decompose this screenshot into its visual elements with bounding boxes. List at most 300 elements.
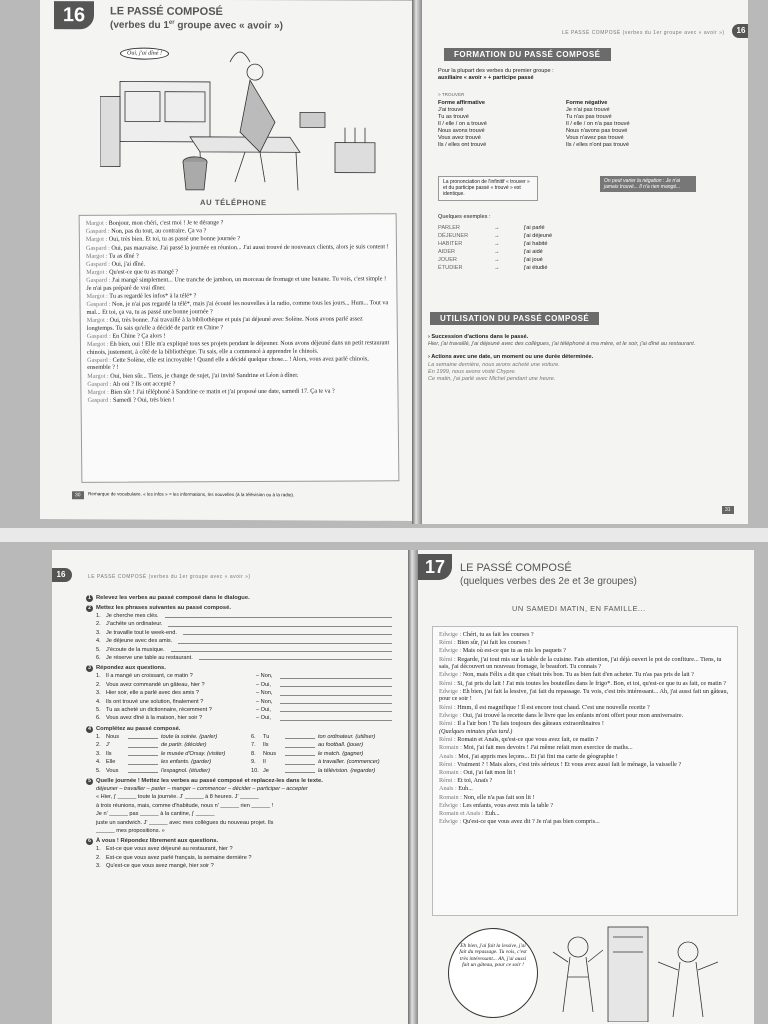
speaker-name: Margot : <box>86 316 110 324</box>
speaker-name: Romain : <box>439 769 464 776</box>
exercise-item <box>96 733 396 741</box>
item-subject: Il <box>263 759 266 766</box>
item-number: 6. <box>251 733 256 740</box>
negative-list <box>566 107 630 149</box>
speaker-name: Rémi : <box>439 655 458 663</box>
dialog-line <box>439 712 731 720</box>
page-gap <box>0 528 768 542</box>
item-text: J'achète un ordinateur. <box>106 621 163 628</box>
examples-heading: Quelques exemples : <box>438 214 491 220</box>
item-number: 9. <box>251 759 256 766</box>
formation-intro: Pour la plupart des verbes du premier groupe : auxiliaire « avoir » + participe passé <box>438 68 554 82</box>
dialog-box <box>79 213 400 483</box>
item-subject: Nous <box>263 750 277 757</box>
dialog-line <box>439 802 731 810</box>
example-arrow: → <box>494 225 500 231</box>
speaker-name: Edwige : <box>439 647 463 655</box>
conjugation-line: Vous n'avez pas trouvé <box>566 135 624 141</box>
exercise-item <box>96 637 396 645</box>
dialog-text: Mais où est-ce que tu as mis les paquets ? <box>462 647 566 655</box>
item-subject: Ils <box>106 750 112 757</box>
speaker-name: Edwige : <box>439 818 463 826</box>
speaker-name: Gaspard : <box>87 380 113 388</box>
item-rest: le musée d'Orsay. (visiter) <box>161 750 226 757</box>
exercise-item <box>96 698 396 706</box>
example-infinitive: DÉJEUNER <box>438 233 469 239</box>
dialog-text: Ah oui ? Ils ont accepté ? <box>112 380 176 388</box>
dialog-text: Les enfants, vous avez mis la table ? <box>462 801 554 809</box>
speaker-name: Edwige : <box>439 671 463 679</box>
speech-bubble: Eh bien, j'ai fait la lessive, j'ai fait du repassage. Tu vois, c'est très intéressant... Ah, j'ai aussi fait un gâteau, pour ce soir ! <box>448 928 538 1018</box>
conjugation-line: Il / elle / on a trouvé <box>438 121 487 127</box>
section-title-samedi: UN SAMEDI MATIN, EN FAMILLE... <box>512 604 646 613</box>
speaker-name: Gaspard : <box>86 332 113 340</box>
usage-example: La semaine dernière, nous avons acheté une voiture. <box>428 361 560 368</box>
affirmative-list <box>438 107 487 149</box>
page-32 <box>52 550 408 1024</box>
usage-example: Ce matin, j'ai parlé avec Michel pendant une heure. <box>428 376 556 383</box>
dialog-text: Tu as dîné ? <box>108 252 139 260</box>
item-rest: de partir. (décider) <box>161 742 207 749</box>
item-text: Qu'est-ce que vous avez mangé, hier soir ? <box>106 863 214 870</box>
dialog-line <box>439 810 731 818</box>
item-number: 10. <box>251 767 259 774</box>
dialog-text: Tu as regardé les infos* à la télé* ? <box>109 292 197 300</box>
kitchen-illustration <box>100 41 400 193</box>
item-number: 3. <box>96 629 101 636</box>
conjugation-line: Il / elle / on n'a pas trouvé <box>566 121 630 127</box>
item-rest: la télévision. (regarder) <box>318 767 376 774</box>
answer-line <box>280 681 392 687</box>
example-row <box>438 256 598 264</box>
item-number: 2. <box>96 681 101 688</box>
conjugation-line: Tu as trouvé <box>438 114 469 120</box>
dialog-line <box>86 276 390 293</box>
dialog-text: Vraiment ? ! Mais alors, c'est très sérieux ! Et vous avez aussi fait le ménage, la vaisselle ? <box>457 760 682 768</box>
speaker-name: Margot : <box>85 219 109 227</box>
speaker-name: Margot : <box>86 252 109 260</box>
example-arrow: → <box>494 257 500 263</box>
item-answer-start: – Oui, <box>256 707 271 714</box>
conjugation-line: J'ai trouvé <box>438 107 464 113</box>
exercise-item <box>96 741 396 749</box>
item-answer-start: – Non, <box>256 673 273 680</box>
unit-number-badge: 16 <box>54 1 94 29</box>
item-number: 4. <box>96 638 101 645</box>
dialog-line <box>87 315 391 332</box>
dialog-text: Oui, j'ai fait mon lit ! <box>463 769 516 776</box>
book-spine <box>412 0 422 524</box>
dialog-text: En Chine ? Ça alors ! <box>112 332 166 340</box>
speaker-name: Romain : <box>439 793 464 801</box>
example-infinitive: ÉTUDIER <box>438 265 463 271</box>
exercise-item <box>96 862 396 870</box>
exercise-item <box>96 646 396 654</box>
item-number: 2. <box>96 854 101 861</box>
exercise-item <box>96 681 396 689</box>
exercise-item <box>96 620 396 628</box>
conjugation-line: Vous avez trouvé <box>438 135 481 141</box>
exercise-3-heading: 3 Répondez aux questions. <box>86 665 396 672</box>
exercise-5-text <box>86 793 396 835</box>
section-title-au-telephone: AU TÉLÉPHONE <box>200 197 267 208</box>
speaker-name: Margot : <box>87 372 111 380</box>
page-title: LE PASSÉ COMPOSÉ <box>460 562 572 574</box>
speaker-name: Gaspard : <box>86 301 113 309</box>
item-question: Vous avez commandé un gâteau, hier ? <box>106 681 205 688</box>
exercise-4-list <box>86 733 396 775</box>
item-text: Est-ce que vous avez parlé français, la semaine dernière ? <box>106 854 252 861</box>
item-number: 1. <box>96 673 101 680</box>
item-rest: les enfants. (garder) <box>161 759 212 766</box>
conjugation-line: Ils / elles n'ont pas trouvé <box>566 142 629 148</box>
answer-line <box>199 654 392 660</box>
example-arrow: → <box>494 233 500 239</box>
exercise-text-line: juste un sandwich. J' ______ avec mes collègues du nouveau projet. Ils <box>96 819 274 826</box>
example-infinitive: JOUER <box>438 257 457 263</box>
dialog-line <box>87 300 391 317</box>
dialog-line <box>439 769 731 777</box>
item-text: Je cherche mes clés. <box>106 613 159 619</box>
page-subtitle: (quelques verbes des 2e et 3e groupes) <box>460 576 637 587</box>
item-number: 5. <box>96 646 101 653</box>
dialog-text: Eh bien, oui ! Elle m'a expliqué tous ses projets pendant le déjeuner. Nous avons déjeuné dans un petit restaurant chinois, justement, à côté de la bibliothèque. Tu sais, elle a commencé à apprendre le chinois. <box>87 339 390 356</box>
speaker-name: Rémi : <box>439 679 458 687</box>
exercise-item <box>96 629 396 637</box>
item-text: Je déjeune avec des amis. <box>106 638 173 645</box>
speaker-name: Gaspard : <box>86 277 112 285</box>
dialog-box <box>432 626 738 916</box>
item-text: J'écoute de la musique. <box>106 646 165 653</box>
item-question: Vous avez dîné à la maison, hier soir ? <box>106 715 203 722</box>
exercise-item <box>96 758 396 766</box>
dialog-line <box>439 720 731 728</box>
item-text: Je travaille tout le week-end. <box>106 629 177 636</box>
verb-label: > TROUVER <box>438 92 465 97</box>
item-number: 5. <box>96 767 101 774</box>
blank <box>285 733 315 739</box>
dialog-line <box>439 704 731 712</box>
item-text: Je réserve une table au restaurant. <box>106 655 193 662</box>
dialog-text: Qu'est-ce que tu as mangé ? <box>109 268 179 276</box>
answer-line <box>165 612 392 618</box>
item-subject: J' <box>106 742 110 749</box>
conjugation-line: Nous n'avons pas trouvé <box>566 128 628 134</box>
dialog-text: Oui, très bonne. J'ai travaillé à la bibliothèque et puis j'ai déjeuné avec Solène. Nous avons parlé assez longtemps. Tu sais qu'elle a décidé de partir en Chine ? <box>86 315 363 332</box>
examples-list <box>438 224 598 272</box>
item-subject: Elle <box>106 759 116 766</box>
example-infinitive: HABITER <box>438 241 463 247</box>
speaker-name: Gaspard : <box>87 356 113 364</box>
exercise-item <box>96 854 396 862</box>
speaker-name: Rémi : <box>439 736 458 744</box>
speaker-name: Rémi : <box>439 703 458 711</box>
example-participle: j'ai joué <box>524 257 543 263</box>
item-subject: Ils <box>263 742 269 749</box>
blank <box>128 741 158 747</box>
negative-column: Forme négative Je n'ai pas trouvé Tu n'as pas trouvé Il / elle / on n'a pas trouvé Nous n'avons pas trouvé Vous n'avez pas trouvé Ils / elles n'ont pas trouvé <box>566 100 630 148</box>
item-subject: Vous <box>106 767 119 774</box>
dialog-line <box>439 680 731 688</box>
exercise-item <box>96 767 396 775</box>
speaker-name: Anaïs : <box>439 752 459 760</box>
dialog-text: Moi, j'ai appris mes leçons... Et j'ai fini ma carte de géographie ! <box>458 752 618 760</box>
answer-line <box>168 620 392 626</box>
bottom-spread <box>0 542 768 1024</box>
item-answer-start: – Oui, <box>256 715 271 722</box>
banner-utilisation: UTILISATION DU PASSÉ COMPOSÉ <box>430 312 599 325</box>
example-participle: j'ai parlé <box>524 225 545 231</box>
tab-number-badge: 16 <box>732 24 748 38</box>
dialog-text: Bien sûr ! J'ai téléphoné à Sandrine ce matin et j'ai proposé une date, samedi 17. Ça te va ? <box>110 387 335 396</box>
dialog-line <box>439 688 731 703</box>
blank <box>128 767 158 773</box>
conjugation-line: Je n'ai pas trouvé <box>566 107 610 113</box>
pronunciation-note: La prononciation de l'infinitif « trouver » et du participe passé « trouvé » est identique. <box>438 176 538 201</box>
dialog-line <box>439 744 731 752</box>
example-participle: j'ai déjeuné <box>524 233 553 239</box>
example-row <box>438 248 598 256</box>
exercise-1-heading: 1 Relevez les verbes au passé composé dans le dialogue. <box>86 595 396 602</box>
conjugation-line: Nous avons trouvé <box>438 128 485 134</box>
dialog-text: Et toi, Anaïs ? <box>457 777 493 785</box>
item-rest: toute la soirée. (parler) <box>161 733 218 740</box>
speaker-name: Rémi : <box>439 760 458 768</box>
speaker-name: Edwige : <box>439 801 463 809</box>
dialog-line <box>87 355 391 372</box>
item-number: 2. <box>96 742 101 749</box>
dialog-text: Oui, j'ai dîné. <box>111 260 146 268</box>
dialog-text: Oui, pas mauvaise. J'ai passé la journée en réunion... J'ai aussi trouvé de nouveaux clients, alors je suis content ! <box>111 242 389 252</box>
dialog-line <box>439 647 731 655</box>
negation-note: On peut varier la négation : Je n'ai jamais trouvé... Il n'a rien mangé... <box>600 176 696 192</box>
exercise-text-line: à trois réunions, mais, comme d'habitude, nous n' ______ rien ______ ! <box>96 802 274 809</box>
exercise-item <box>96 706 396 714</box>
dialog-text: Bonjour, mon chéri, c'est moi ! Je te dérange ? <box>108 219 224 227</box>
blank <box>128 733 158 739</box>
item-number: 2. <box>96 621 101 628</box>
dialog-text: Oui, bien sûr... Tiens, je change de sujet, j'ai invité Sandrine et Léon à dîner. <box>110 371 299 380</box>
speaker-name: Anaïs : <box>439 785 459 793</box>
example-participle: j'ai aidé <box>524 249 543 255</box>
answer-line <box>171 646 392 652</box>
item-question: Tu as acheté un dictionnaire, récemment ? <box>106 707 212 714</box>
answer-line <box>280 714 392 720</box>
dialog-text: Euh... <box>458 785 473 793</box>
exercise-text-line: ______ mes propositions. » <box>96 827 165 834</box>
conjugation-line: Tu n'as pas trouvé <box>566 114 612 120</box>
speech-bubble: Oui, j'ai dîné ! <box>120 47 169 59</box>
answer-line <box>183 629 392 635</box>
page-title: LE PASSÉ COMPOSÉ <box>110 5 223 18</box>
dialog-text: Il a l'air bon ! Tu fais toujours des gâteaux extraordinaires ! <box>457 719 604 727</box>
dialog-line <box>439 671 731 679</box>
exercise-text-line: Je n' ______ pas ______ à la cantine, j' ______ <box>96 811 215 818</box>
dialog-line <box>439 639 731 647</box>
item-number: 5. <box>96 707 101 714</box>
exercises <box>86 592 396 871</box>
speaker-name: Gaspard : <box>87 396 114 405</box>
exercise-4-heading: 4 Complétez au passé composé. <box>86 726 396 733</box>
vocabulary-footnote: Remarque de vocabulaire. « les infos » = les informations, les nouvelles (à la télévision ou à la radio). <box>88 491 295 498</box>
exercise-item <box>96 845 396 853</box>
item-number: 6. <box>96 715 101 722</box>
affirmative-column: Forme affirmative J'ai trouvé Tu as trouvé Il / elle / on a trouvé Nous avons trouvé Vous avez trouvé Ils / elles ont trouvé <box>438 100 487 148</box>
dialog-text: Moi, j'ai fait mes devoirs ! J'ai même refait mon exercice de maths... <box>463 744 633 752</box>
speaker-name: Romain : <box>439 744 464 752</box>
example-arrow: → <box>494 241 500 247</box>
tab-number-badge: 16 <box>52 568 72 582</box>
item-number: 1. <box>96 733 101 740</box>
answer-line <box>280 706 392 712</box>
item-number: 6. <box>96 655 101 662</box>
exercise-item <box>96 654 396 662</box>
speaker-name: Margot : <box>86 292 110 300</box>
example-infinitive: AIDER <box>438 249 456 255</box>
dialog-line <box>439 818 731 826</box>
usage-examples <box>428 362 728 384</box>
dialog-line <box>439 761 731 769</box>
item-number: 1. <box>96 846 101 853</box>
item-number: 8. <box>251 750 256 757</box>
example-participle: j'ai habité <box>524 241 548 247</box>
exercise-item <box>96 672 396 680</box>
item-rest: à travailler. (commencer) <box>318 759 380 766</box>
example-arrow: → <box>494 249 500 255</box>
speaker-name: Gaspard : <box>85 227 112 236</box>
running-header: LE PASSÉ COMPOSÉ (verbes du 1er groupe avec « avoir ») <box>88 574 251 580</box>
speaker-name: Margot : <box>85 236 109 244</box>
family-illustration <box>548 922 738 1022</box>
speaker-name: Rémi : <box>439 719 458 727</box>
dialog-text: Hmm, il est magnifique ! Il est encore tout chaud. C'est une nouvelle recette ? <box>457 703 650 711</box>
item-text: Est-ce que vous avez déjeuné au restaurant, hier ? <box>106 846 233 853</box>
exercise-item <box>96 612 396 620</box>
exercise-3-list <box>86 672 396 722</box>
dialog-text: Non, mais Félix a dit que c'était très bon. Tu as bien fait d'en acheter. Tu n'as pas pris de lait ? <box>462 671 694 679</box>
dialog-text: Si, j'ai pris du lait ! J'ai mis toutes les bouteilles dans le frigo*. Bon, et toi, qu'est-ce que tu as fait, ce matin ? <box>457 679 727 687</box>
page-subtitle: (verbes du 1er groupe avec « avoir ») <box>110 19 283 32</box>
blank <box>285 750 315 756</box>
item-number: 3. <box>96 690 101 697</box>
item-subject: Nous <box>106 733 120 740</box>
blank <box>128 750 158 756</box>
item-rest: au football. (jouer) <box>318 742 364 749</box>
dialog-text: (Quelques minutes plus tard.) <box>439 728 513 736</box>
dialog-text: Eh bien, j'ai fait la lessive, j'ai fait du repassage. Tu vois, c'est très intéressant... Ah, j'ai aussi fait un gâteau, pour ce soir ! <box>439 687 729 703</box>
book-spine <box>408 550 418 1024</box>
exercise-item <box>96 714 396 722</box>
running-header: LE PASSÉ COMPOSÉ (verbes du 1er groupe avec « avoir ») <box>562 30 725 36</box>
dialog-text: J'ai mangé simplement... Une tranche de jambon, un morceau de fromage et une banane. Tu vois, c'est simple ! Je n'ai pas préparé de vrai dîner. <box>86 275 387 292</box>
speaker-name: Edwige : <box>439 631 463 638</box>
dialog-text: Samedi ? Oui, très bien ! <box>112 396 175 404</box>
speaker-name: Margot : <box>86 340 110 348</box>
banner-formation: FORMATION DU PASSÉ COMPOSÉ <box>444 48 611 61</box>
dialog-text: Oui, j'ai trouvé la recette dans le livre que les enfants m'ont offert pour mon anniversaire. <box>462 711 684 719</box>
example-row <box>438 240 598 248</box>
speaker-name: Margot : <box>86 268 110 276</box>
page-30 <box>40 0 412 521</box>
item-rest: le match. (gagner) <box>318 750 364 757</box>
speaker-name: Rémi : <box>439 639 458 647</box>
blank <box>285 758 315 764</box>
usage-example: En 1999, nous avons visité Chypre. <box>428 368 516 375</box>
dialog-line <box>439 736 731 744</box>
example-arrow: → <box>494 265 500 271</box>
speaker-name: Edwige : <box>439 687 463 695</box>
example-row <box>438 224 598 232</box>
dialog-line <box>439 753 731 761</box>
item-number: 3. <box>96 863 101 870</box>
answer-line <box>178 637 392 643</box>
page-number: 30 <box>72 491 84 499</box>
dialog-text: Euh... <box>485 809 500 817</box>
example-participle: j'ai étudié <box>524 265 548 271</box>
item-number: 1. <box>96 613 101 619</box>
dialog-lines <box>439 631 731 826</box>
exercise-5-heading: 5 Quelle journée ! Mettez les verbes au passé composé et replacez-les dans le texte. <box>86 778 396 785</box>
item-number: 4. <box>96 759 101 766</box>
speaker-name: Edwige : <box>439 711 463 719</box>
exercise-6-heading: 6 À vous ! Répondez librement aux questions. <box>86 838 396 845</box>
item-number: 3. <box>96 750 101 757</box>
answer-line <box>280 698 392 704</box>
exercise-6-list <box>86 845 396 870</box>
dialog-lines <box>86 218 392 404</box>
dialog-text: Romain et Anaïs, qu'est-ce que vous avez fait, ce matin ? <box>457 736 599 744</box>
usage-section: › Succession d'actions dans le passé. Hier, j'ai travaillé, j'ai déjeuné avec des collègues, j'ai téléphoné à ma mère, et le soir, j'ai dîné au restaurant. › Actions avec une date, un moment ou une durée déterminée. La semaine dernière, nous avons acheté une voiture. En 1999, nous avons visité Chypre. Ce matin, j'ai parlé avec Michel pendant une heure. <box>428 334 728 383</box>
example-row <box>438 264 598 272</box>
speaker-name: Rémi : <box>439 777 458 785</box>
dialog-text: Non, pas du tout, au contraire. Ça va ? <box>111 227 207 235</box>
exercise-item <box>96 750 396 758</box>
dialog-line <box>439 656 731 671</box>
speaker-name: Margot : <box>87 388 111 396</box>
blank <box>285 767 315 773</box>
dialog-text: Bien sûr, j'ai fait les courses ! <box>457 639 531 647</box>
dialog-line <box>439 794 731 802</box>
page-number: 31 <box>722 506 734 514</box>
exercise-5-verbs: déjeuner – travailler – parler – manger – commencer – décider – participer – accepter <box>96 785 308 792</box>
dialog-text: Qu'est-ce que vous avez dit ? Je n'ai pas bien compris... <box>462 818 600 826</box>
item-answer-start: – Non, <box>256 698 273 705</box>
speaker-name: Gaspard : <box>85 244 112 252</box>
item-subject: Je <box>263 767 269 774</box>
dialog-line <box>87 339 391 356</box>
item-answer-start: – Oui, <box>256 681 271 688</box>
item-question: Hier soir, elle a parlé avec des amis ? <box>106 690 199 697</box>
item-answer-start: – Non, <box>256 690 273 697</box>
dialog-text: Non, elle n'a pas fait son lit ! <box>463 793 535 801</box>
dialog-line <box>439 728 731 736</box>
page-33 <box>418 550 754 1024</box>
speaker-name: Gaspard : <box>86 260 112 268</box>
page-31 <box>422 0 748 524</box>
dialog-line <box>439 777 731 785</box>
item-rest: l'espagnol. (étudier) <box>161 767 210 774</box>
exercise-2-heading: 2 Mettez les phrases suivantes au passé composé. <box>86 605 396 612</box>
blank <box>285 741 315 747</box>
conjugation-line: Ils / elles ont trouvé <box>438 142 487 148</box>
unit-number-badge: 17 <box>418 554 452 580</box>
dialog-text: Oui, très bien. Et toi, tu as passé une bonne journée ? <box>108 235 241 244</box>
item-question: Il a mangé un croissant, ce matin ? <box>106 673 193 680</box>
dialog-line <box>439 631 731 639</box>
answer-line <box>280 689 392 695</box>
item-subject: Tu <box>263 733 270 740</box>
dialog-text: Non, je n'ai pas regardé la télé*, mais j'ai écouté les nouvelles à la radio, comme tous les jours... Hum... Tout va mal... Et toi, ça va, tu as passé une bonne journée ? <box>86 299 389 316</box>
